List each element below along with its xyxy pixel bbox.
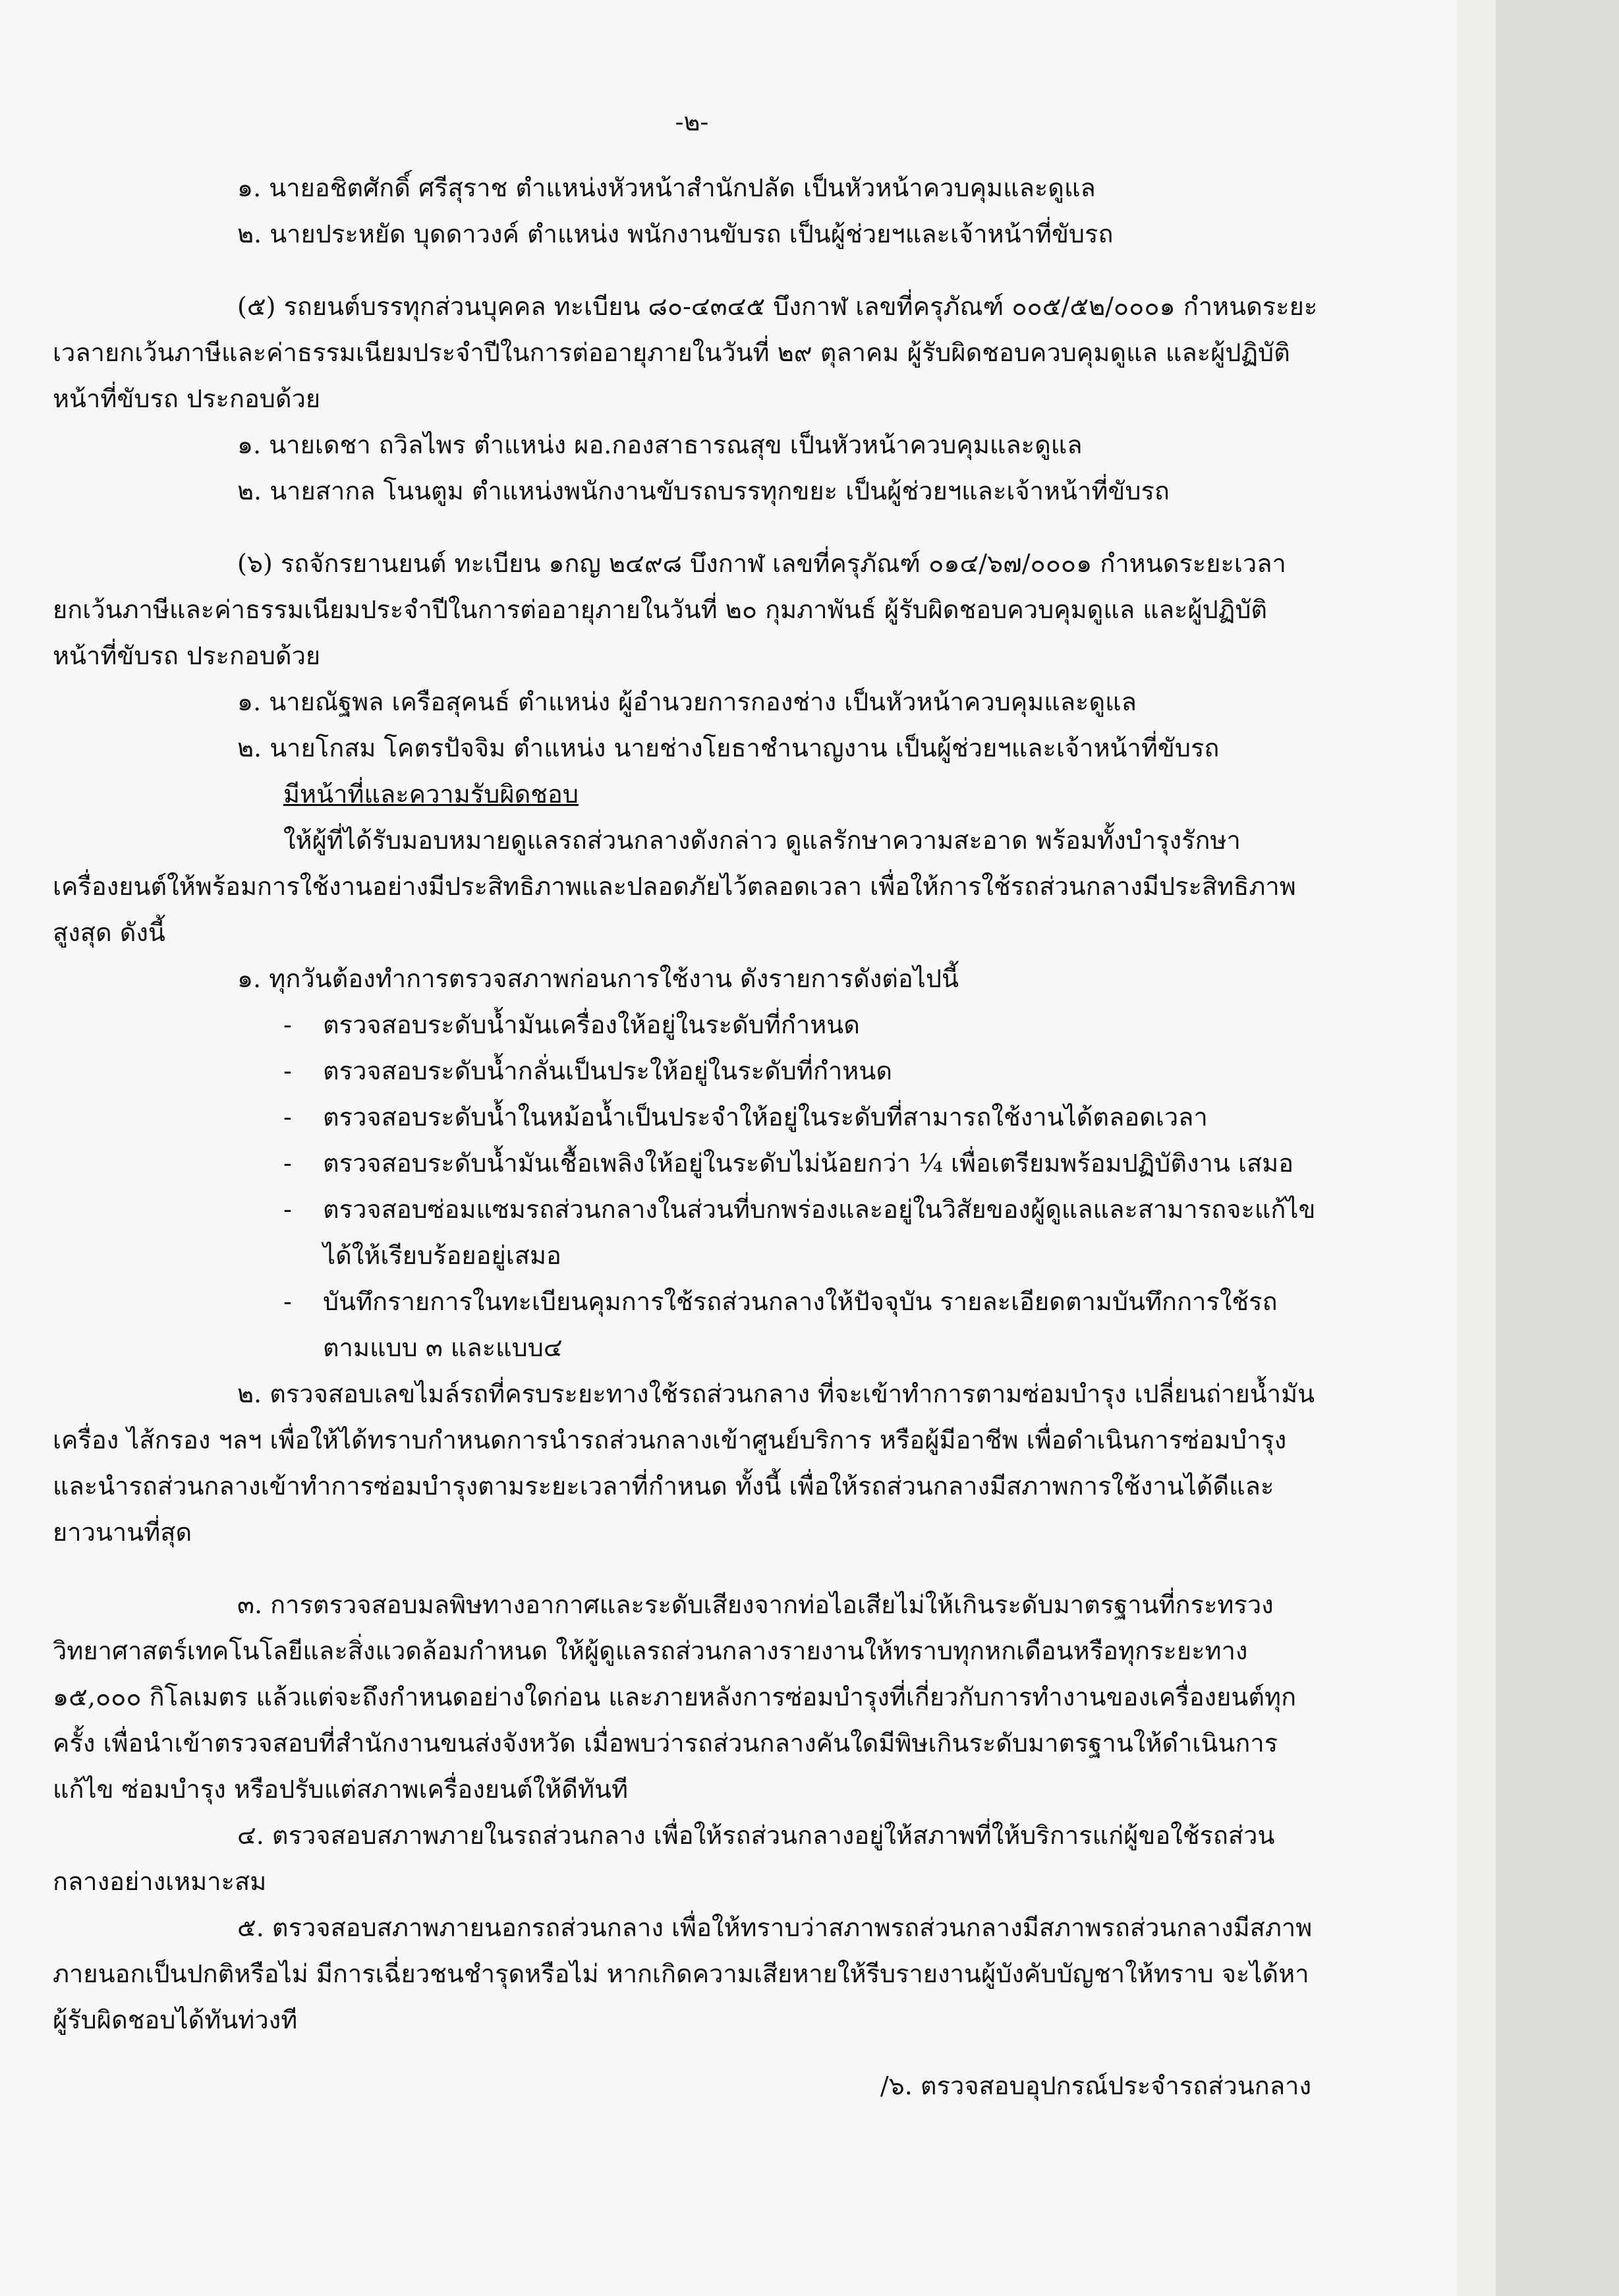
check-text: ตรวจสอบซ่อมแซมรถส่วนกลางในส่วนที่บกพร่องและอยู่ในวิสัยของผู้ดูแลและสามารถจะแก้ไขได้ให้เรียบร้อยอยู่เสมอ [323, 1195, 1316, 1270]
list-item: ๑. นายอชิตศักดิ์ ศรีสุราช ตำแหน่งหัวหน้าสำนักปลัด เป็นหัวหน้าควบคุมและดูแล [237, 173, 1096, 202]
duties-heading: มีหน้าที่และความรับผิดชอบ [283, 780, 579, 809]
item-2: ๒. ตรวจสอบเลขไมล์รถที่ครบระยะทางใช้รถส่วนกลาง ที่จะเข้าทำการตามซ่อมบำรุง เปลี่ยนถ่ายน้ำมันเครื่อง ไส้กรอง ฯลฯ เพื่อให้ได้ทราบกำหนดการนำรถส่วนกลางเข้าศูนย์บริการ หรือผู้มีอาชีพ เพื่อดำเนินการซ่อมบำรุง และนำรถส่วนกลางเข้าทำการซ่อมบำรุงตามระยะเวลาที่กำหนด ทั้งนี้ เพื่อให้รถส่วนกลางมีสภาพการใช้งานได้ดีและยาวนานที่สุด [53, 1379, 1315, 1547]
page-number: -๒- [675, 107, 709, 136]
check-item [53, 1140, 1331, 1186]
check-item [53, 1048, 1331, 1094]
stacked-page-edge [1456, 0, 1496, 2296]
list-item: ๑. นายณัฐพล เครือสุคนธ์ ตำแหน่ง ผู้อำนวยการกองช่าง เป็นหัวหน้าควบคุมและดูแล [237, 687, 1137, 716]
vehicle-5-paragraph: (๕) รถยนต์บรรทุกส่วนบุคคล ทะเบียน ๘๐-๔๓๔๕ บึงกาฬ เลขที่ครุภัณฑ์ ๐๐๕/๕๒/๐๐๐๑ กำหนดระยะเวลายกเว้นภาษีและค่าธรรมเนียมประจำปีในการต่ออายุภายในวันที่ ๒๙ ตุลาคม ผู้รับผิดชอบควบคุมดูแล และผู้ปฏิบัติหน้าที่ขับรถ ประกอบด้วย [53, 292, 1318, 413]
item-4: ๔. ตรวจสอบสภาพภายในรถส่วนกลาง เพื่อให้รถส่วนกลางอยู่ให้สภาพที่ให้บริการแก่ผู้ขอใช้รถส่วนกลางอย่างเหมาะสม [53, 1821, 1275, 1896]
check-item [53, 1186, 1331, 1278]
list-item: ๒. นายประหยัด บุดดาวงค์ ตำแหน่ง พนักงานขับรถ เป็นผู้ช่วยฯและเจ้าหน้าที่ขับรถ [237, 219, 1114, 248]
dash-bullet: - [283, 1195, 292, 1224]
check-text: บันทึกรายการในทะเบียนคุมการใช้รถส่วนกลางให้ปัจจุบัน รายละเอียดตามบันทึกการใช้รถ ตามแบบ ๓ และแบบ๔ [323, 1287, 1278, 1362]
list-item: ๑. นายเดชา ถวิลไพร ตำแหน่ง ผอ.กองสาธารณสุข เป็นหัวหน้าควบคุมและดูแล [237, 430, 1083, 459]
check-item [53, 1002, 1331, 1048]
continuation-note: /๖. ตรวจสอบอุปกรณ์ประจำรถส่วนกลาง [880, 2071, 1311, 2100]
dash-bullet: - [283, 1056, 292, 1085]
check-text: ตรวจสอบระดับน้ำในหม้อน้ำเป็นประจำให้อยู่ในระดับที่สามารถใช้งานได้ตลอดเวลา [323, 1103, 1208, 1132]
check-item [53, 1094, 1331, 1140]
list-item: ๒. นายสากล โนนตูม ตำแหน่งพนักงานขับรถบรรทุกขยะ เป็นผู้ช่วยฯและเจ้าหน้าที่ขับรถ [237, 476, 1170, 505]
page-body [53, 99, 1331, 2109]
stacked-page-edge [1496, 0, 1619, 2296]
dash-bullet: - [283, 1010, 292, 1039]
dash-bullet: - [283, 1149, 292, 1178]
item-5: ๕. ตรวจสอบสภาพภายนอกรถส่วนกลาง เพื่อให้ทราบว่าสภาพรถส่วนกลางมีสภาพรถส่วนกลางมีสภาพภายนอกเป็นปกติหรือไม่ มีการเฉี่ยวชนชำรุดหรือไม่ หากเกิดความเสียหายให้รีบรายงานผู้บังคับบัญชาให้ทราบ จะได้หาผู้รับผิดชอบได้ทันท่วงที [53, 1913, 1313, 2034]
check-text: ตรวจสอบระดับน้ำมันเครื่องให้อยู่ในระดับที่กำหนด [323, 1010, 860, 1039]
item-1: ๑. ทุกวันต้องทำการตรวจสภาพก่อนการใช้งาน ดังรายการดังต่อไปนี้ [237, 964, 959, 993]
vehicle-6-paragraph: (๖) รถจักรยานยนต์ ทะเบียน ๑กญ ๒๔๙๘ บึงกาฬ เลขที่ครุภัณฑ์ ๐๑๔/๖๗/๐๐๐๑ กำหนดระยะเวลายกเว้นภาษีและค่าธรรมเนียมประจำปีในการต่ออายุภายในวันที่ ๒๐ กุมภาพันธ์ ผู้รับผิดชอบควบคุมดูแล และผู้ปฏิบัติหน้าที่ขับรถ ประกอบด้วย [53, 549, 1286, 670]
list-item: ๒. นายโกสม โคตรปัจจิม ตำแหน่ง นายช่างโยธาชำนาญงาน เป็นผู้ช่วยฯและเจ้าหน้าที่ขับรถ [237, 733, 1220, 762]
check-text: ตรวจสอบระดับน้ำกลั่นเป็นประให้อยู่ในระดับที่กำหนด [323, 1056, 892, 1085]
item-3: ๓. การตรวจสอบมลพิษทางอากาศและระดับเสียงจากท่อไอเสียไม่ให้เกินระดับมาตรฐานที่กระทรวงวิทยาศาสตร์เทคโนโลยีและสิ่งแวดล้อมกำหนด ให้ผู้ดูแลรถส่วนกลางรายงานให้ทราบทุกหกเดือนหรือทุกระยะทาง ๑๕,๐๐๐ กิโลเมตร แล้วแต่จะถึงกำหนดอย่างใดก่อน และภายหลังการซ่อมบำรุงที่เกี่ยวกับการทำงานของเครื่องยนต์ทุกครั้ง เพื่อนำเข้าตรวจสอบที่สำนักงานขนส่งจังหวัด เมื่อพบว่ารถส่วนกลางคันใดมีพิษเกินระดับมาตรฐานให้ดำเนินการแก้ไข ซ่อมบำรุง หรือปรับแต่สภาพเครื่องยนต์ให้ดีทันที [53, 1590, 1297, 1804]
check-item [53, 1278, 1331, 1371]
dash-bullet: - [283, 1103, 292, 1132]
duties-heading-row [53, 771, 1331, 817]
dash-bullet: - [283, 1287, 292, 1316]
duties-intro: ให้ผู้ที่ได้รับมอบหมายดูแลรถส่วนกลางดังกล่าว ดูแลรักษาความสะอาด พร้อมทั้งบำรุงรักษาเครื่องยนต์ให้พร้อมการใช้งานอย่างมีประสิทธิภาพและปลอดภัยไว้ตลอดเวลา เพื่อให้การใช้รถส่วนกลางมีประสิทธิภาพสูงสุด ดังนี้ [53, 826, 1296, 947]
check-text: ตรวจสอบระดับน้ำมันเชื้อเพลิงให้อยู่ในระดับไม่น้อยกว่า ¼ เพื่อเตรียมพร้อมปฏิบัติงาน เสมอ [323, 1149, 1294, 1178]
